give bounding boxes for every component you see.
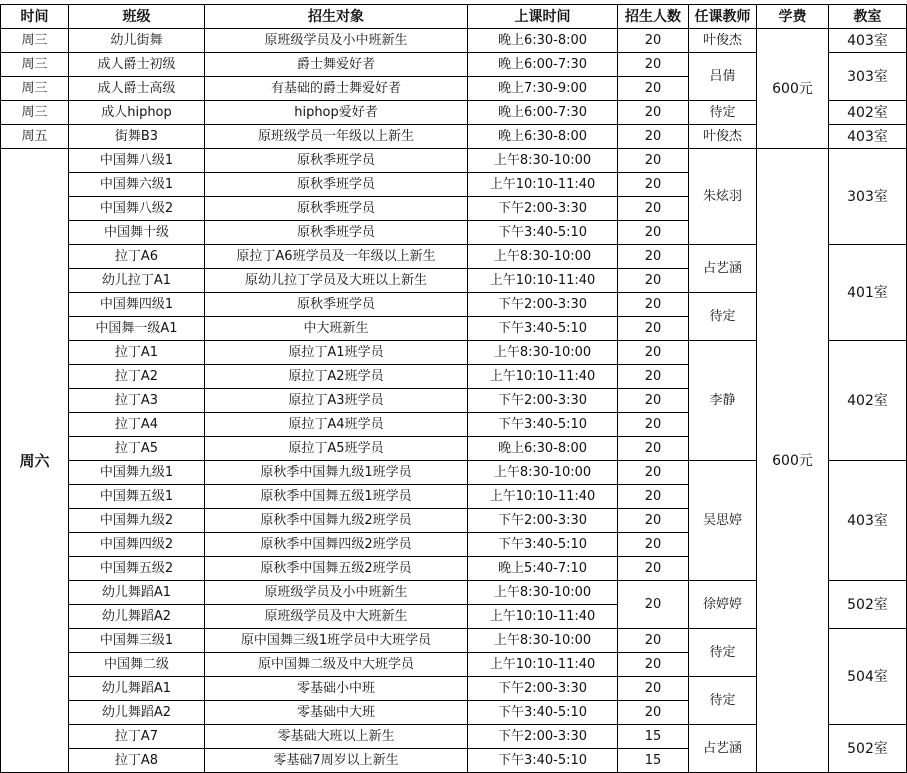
class-cell: 中国舞五级1: [69, 485, 205, 509]
capacity-cell: 20: [618, 293, 689, 317]
target-cell: 零基础7周岁以上新生: [205, 749, 468, 773]
capacity-cell: 15: [618, 725, 689, 749]
time-cell: 下午2:00-3:30: [468, 389, 618, 413]
time-cell: 晚上5:40-7:10: [468, 557, 618, 581]
class-cell: 中国舞九级2: [69, 509, 205, 533]
table-row: [1, 29, 907, 53]
room-cell: 303室: [829, 149, 907, 245]
time-cell: 上午8:30-10:00: [468, 461, 618, 485]
target-cell: 原秋季班学员: [205, 221, 468, 245]
fee-cell: 600元: [757, 149, 829, 773]
class-cell: 成人爵士初级: [69, 53, 205, 77]
teacher-cell: 叶俊杰: [689, 125, 757, 149]
capacity-cell: 20: [618, 29, 689, 53]
room-cell: 502室: [829, 581, 907, 629]
class-cell: 中国舞十级: [69, 221, 205, 245]
time-cell: 上午10:10-11:40: [468, 365, 618, 389]
capacity-cell: 20: [618, 533, 689, 557]
target-cell: 原秋季中国舞五级2班学员: [205, 557, 468, 581]
target-cell: 原中国舞三级1班学员中大班学员: [205, 629, 468, 653]
room-cell: 403室: [829, 125, 907, 149]
capacity-cell: 20: [618, 341, 689, 365]
capacity-cell: 20: [618, 461, 689, 485]
target-cell: 原幼儿拉丁学员及大班以上新生: [205, 269, 468, 293]
teacher-cell: 李静: [689, 341, 757, 461]
class-cell: 成人hiphop: [69, 101, 205, 125]
fee-cell: 600元: [757, 29, 829, 149]
time-cell: 下午3:40-5:10: [468, 413, 618, 437]
time-cell: 晚上6:30-8:00: [468, 125, 618, 149]
header-row: [1, 5, 907, 29]
time-cell: 下午2:00-3:30: [468, 677, 618, 701]
capacity-cell: 20: [618, 101, 689, 125]
day-cell: 周三: [1, 29, 69, 53]
header-class: 班级: [69, 5, 205, 29]
time-cell: 上午10:10-11:40: [468, 605, 618, 629]
room-cell: 401室: [829, 245, 907, 341]
time-cell: 下午3:40-5:10: [468, 317, 618, 341]
time-cell: 上午8:30-10:00: [468, 149, 618, 173]
day-cell: 周五: [1, 125, 69, 149]
target-cell: 原秋季班学员: [205, 149, 468, 173]
class-cell: 中国舞四级1: [69, 293, 205, 317]
time-cell: 晚上6:30-8:00: [468, 437, 618, 461]
room-cell: 403室: [829, 29, 907, 53]
target-cell: 原秋季中国舞九级1班学员: [205, 461, 468, 485]
target-cell: 原秋季中国舞四级2班学员: [205, 533, 468, 557]
class-cell: 中国舞八级1: [69, 149, 205, 173]
time-cell: 上午8:30-10:00: [468, 341, 618, 365]
teacher-cell: 占艺涵: [689, 245, 757, 293]
class-cell: 中国舞二级: [69, 653, 205, 677]
target-cell: 原秋季班学员: [205, 197, 468, 221]
room-cell: 303室: [829, 53, 907, 101]
target-cell: 零基础中大班: [205, 701, 468, 725]
capacity-cell: 20: [618, 653, 689, 677]
target-cell: 原秋季班学员: [205, 173, 468, 197]
day-cell: 周三: [1, 77, 69, 101]
time-cell: 下午2:00-3:30: [468, 725, 618, 749]
capacity-cell: 20: [618, 125, 689, 149]
class-cell: 拉丁A6: [69, 245, 205, 269]
class-cell: 中国舞五级2: [69, 557, 205, 581]
time-cell: 下午2:00-3:30: [468, 197, 618, 221]
target-cell: 原秋季班学员: [205, 293, 468, 317]
time-cell: 晚上7:30-9:00: [468, 77, 618, 101]
day-cell-saturday: 周六: [1, 149, 69, 773]
target-cell: 原班级学员一年级以上新生: [205, 125, 468, 149]
target-cell: 原中国舞二级及中大班学员: [205, 653, 468, 677]
class-cell: 中国舞八级2: [69, 197, 205, 221]
target-cell: 原拉丁A3班学员: [205, 389, 468, 413]
time-cell: 晚上6:00-7:30: [468, 53, 618, 77]
room-cell: 402室: [829, 341, 907, 461]
target-cell: 零基础小中班: [205, 677, 468, 701]
header-capacity: 招生人数: [618, 5, 689, 29]
class-cell: 拉丁A7: [69, 725, 205, 749]
target-cell: 原班级学员及小中班新生: [205, 581, 468, 605]
time-cell: 上午10:10-11:40: [468, 653, 618, 677]
day-cell: 周三: [1, 101, 69, 125]
room-cell: 402室: [829, 101, 907, 125]
teacher-cell: 吕倩: [689, 53, 757, 101]
class-cell: 幼儿舞蹈A2: [69, 605, 205, 629]
table-row: [1, 149, 907, 173]
class-cell: 成人爵士高级: [69, 77, 205, 101]
target-cell: 有基础的爵士舞爱好者: [205, 77, 468, 101]
time-cell: 上午10:10-11:40: [468, 269, 618, 293]
time-cell: 上午8:30-10:00: [468, 245, 618, 269]
teacher-cell: 待定: [689, 629, 757, 677]
time-cell: 下午2:00-3:30: [468, 509, 618, 533]
header-fee: 学费: [757, 5, 829, 29]
teacher-cell: 待定: [689, 677, 757, 725]
target-cell: 原秋季中国舞九级2班学员: [205, 509, 468, 533]
teacher-cell: 叶俊杰: [689, 29, 757, 53]
capacity-cell: 20: [618, 413, 689, 437]
header-room: 教室: [829, 5, 907, 29]
class-cell: 中国舞三级1: [69, 629, 205, 653]
capacity-cell: 20: [618, 629, 689, 653]
class-cell: 拉丁A1: [69, 341, 205, 365]
header-target: 招生对象: [205, 5, 468, 29]
target-cell: 原班级学员及中大班新生: [205, 605, 468, 629]
class-cell: 幼儿舞蹈A2: [69, 701, 205, 725]
class-cell: 中国舞九级1: [69, 461, 205, 485]
target-cell: 零基础大班以上新生: [205, 725, 468, 749]
target-cell: 原拉丁A5班学员: [205, 437, 468, 461]
capacity-cell: 20: [618, 317, 689, 341]
capacity-cell: 20: [618, 677, 689, 701]
time-cell: 上午10:10-11:40: [468, 173, 618, 197]
target-cell: 原拉丁A4班学员: [205, 413, 468, 437]
capacity-cell: 20: [618, 581, 689, 629]
class-cell: 中国舞四级2: [69, 533, 205, 557]
teacher-cell: 待定: [689, 293, 757, 341]
class-cell: 拉丁A8: [69, 749, 205, 773]
class-cell: 拉丁A3: [69, 389, 205, 413]
class-cell: 拉丁A5: [69, 437, 205, 461]
capacity-cell: 20: [618, 221, 689, 245]
teacher-cell: 朱炫羽: [689, 149, 757, 245]
room-cell: 403室: [829, 461, 907, 581]
time-cell: 下午3:40-5:10: [468, 221, 618, 245]
time-cell: 晚上6:30-8:00: [468, 29, 618, 53]
class-cell: 街舞B3: [69, 125, 205, 149]
header-schedule: 上课时间: [468, 5, 618, 29]
capacity-cell: 20: [618, 269, 689, 293]
capacity-cell: 20: [618, 53, 689, 77]
target-cell: 原班级学员及小中班新生: [205, 29, 468, 53]
teacher-cell: 占艺涵: [689, 725, 757, 773]
capacity-cell: 20: [618, 365, 689, 389]
teacher-cell: 待定: [689, 101, 757, 125]
target-cell: 原秋季中国舞五级1班学员: [205, 485, 468, 509]
class-cell: 中国舞六级1: [69, 173, 205, 197]
time-cell: 晚上6:00-7:30: [468, 101, 618, 125]
capacity-cell: 20: [618, 509, 689, 533]
time-cell: 上午8:30-10:00: [468, 581, 618, 605]
day-cell: 周三: [1, 53, 69, 77]
time-cell: 下午3:40-5:10: [468, 749, 618, 773]
capacity-cell: 20: [618, 437, 689, 461]
capacity-cell: 20: [618, 77, 689, 101]
target-cell: 爵士舞爱好者: [205, 53, 468, 77]
target-cell: 原拉丁A2班学员: [205, 365, 468, 389]
capacity-cell: 20: [618, 389, 689, 413]
class-schedule-table: [0, 4, 907, 773]
time-cell: 上午8:30-10:00: [468, 629, 618, 653]
target-cell: hiphop爱好者: [205, 101, 468, 125]
room-cell: 502室: [829, 725, 907, 773]
class-cell: 幼儿舞蹈A1: [69, 677, 205, 701]
class-cell: 拉丁A4: [69, 413, 205, 437]
class-cell: 拉丁A2: [69, 365, 205, 389]
time-cell: 下午3:40-5:10: [468, 701, 618, 725]
class-cell: 中国舞一级A1: [69, 317, 205, 341]
capacity-cell: 20: [618, 197, 689, 221]
capacity-cell: 20: [618, 557, 689, 581]
header-teacher: 任课教师: [689, 5, 757, 29]
target-cell: 原拉丁A1班学员: [205, 341, 468, 365]
target-cell: 原拉丁A6班学员及一年级以上新生: [205, 245, 468, 269]
class-cell: 幼儿舞蹈A1: [69, 581, 205, 605]
capacity-cell: 20: [618, 149, 689, 173]
capacity-cell: 15: [618, 749, 689, 773]
time-cell: 下午3:40-5:10: [468, 533, 618, 557]
capacity-cell: 20: [618, 245, 689, 269]
capacity-cell: 20: [618, 701, 689, 725]
time-cell: 下午2:00-3:30: [468, 293, 618, 317]
class-cell: 幼儿拉丁A1: [69, 269, 205, 293]
header-time: 时间: [1, 5, 69, 29]
room-cell: 504室: [829, 629, 907, 725]
class-cell: 幼儿街舞: [69, 29, 205, 53]
time-cell: 上午10:10-11:40: [468, 485, 618, 509]
teacher-cell: 吴思婷: [689, 461, 757, 581]
target-cell: 中大班新生: [205, 317, 468, 341]
capacity-cell: 20: [618, 173, 689, 197]
capacity-cell: 20: [618, 485, 689, 509]
teacher-cell: 徐婷婷: [689, 581, 757, 629]
